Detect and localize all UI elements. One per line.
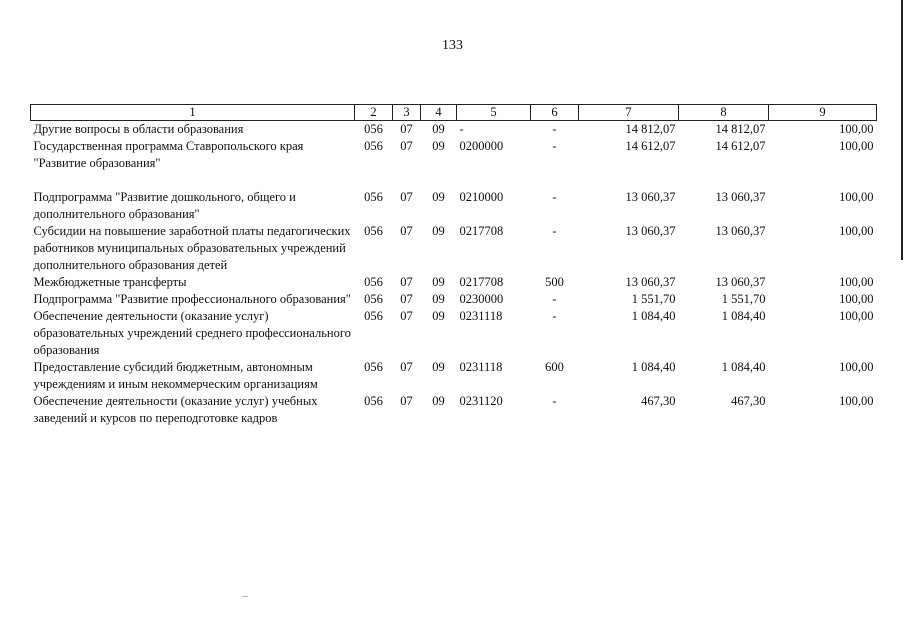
table-row (31, 138, 877, 189)
row-executed-amount: 14 612,07 (715, 139, 766, 153)
scan-artifact (242, 596, 248, 597)
row-execution-percent: 100,00 (839, 309, 874, 323)
table-row (31, 291, 877, 308)
row-planned-amount: 13 060,37 (625, 275, 676, 289)
row-execution-percent: 100,00 (839, 122, 874, 136)
row-expense-type: - (552, 292, 557, 306)
row-execution-percent: 100,00 (839, 275, 874, 289)
row-section: 07 (400, 394, 413, 408)
row-name: Обеспечение деятельности (оказание услуг) учебных заведений и курсов по переподготовке кадров (33, 394, 318, 425)
row-name: Подпрограмма "Развитие дошкольного, общего и дополнительного образования" (33, 190, 296, 221)
row-target-article: 0217708 (459, 275, 504, 289)
row-expense-type: - (552, 139, 557, 153)
row-execution-percent: 100,00 (839, 292, 874, 306)
row-target-article: 0230000 (459, 292, 504, 306)
row-subsection: 09 (432, 360, 445, 374)
table-header (31, 105, 877, 121)
row-section: 07 (400, 275, 413, 289)
row-target-article: 0217708 (459, 224, 504, 238)
row-ministry-code: 056 (364, 224, 383, 238)
row-planned-amount: 13 060,37 (625, 190, 676, 204)
row-expense-type: - (552, 394, 557, 408)
row-ministry-code: 056 (364, 122, 383, 136)
header-col-7: 7 (579, 105, 679, 121)
header-col-2: 2 (355, 105, 393, 121)
row-executed-amount: 1 551,70 (721, 292, 766, 306)
row-execution-percent: 100,00 (839, 190, 874, 204)
row-ministry-code: 056 (364, 139, 383, 153)
row-expense-type: - (552, 190, 557, 204)
row-ministry-code: 056 (364, 292, 383, 306)
row-expense-type: 500 (545, 275, 564, 289)
header-col-8: 8 (679, 105, 769, 121)
table-row (31, 359, 877, 393)
row-name: Предоставление субсидий бюджетным, автономным учреждениям и иным некоммерческим организациям (33, 360, 318, 391)
row-target-article: 0200000 (459, 139, 504, 153)
header-col-5: 5 (457, 105, 531, 121)
row-name: Обеспечение деятельности (оказание услуг) образовательных учреждений среднего профессионального образования (33, 309, 351, 357)
table-row (31, 189, 877, 223)
row-executed-amount: 467,30 (731, 394, 766, 408)
row-planned-amount: 1 084,40 (631, 360, 676, 374)
header-col-3: 3 (393, 105, 421, 121)
row-planned-amount: 14 612,07 (625, 139, 676, 153)
row-section: 07 (400, 224, 413, 238)
row-planned-amount: 467,30 (641, 394, 676, 408)
table-row (31, 308, 877, 359)
row-subsection: 09 (432, 139, 445, 153)
row-execution-percent: 100,00 (839, 394, 874, 408)
row-target-article: 0210000 (459, 190, 504, 204)
row-expense-type: - (552, 224, 557, 238)
row-execution-percent: 100,00 (839, 139, 874, 153)
row-name: Межбюджетные трансферты (33, 275, 187, 289)
row-expense-type: 600 (545, 360, 564, 374)
row-subsection: 09 (432, 190, 445, 204)
table-row (31, 121, 877, 139)
row-section: 07 (400, 360, 413, 374)
header-col-9: 9 (769, 105, 877, 121)
row-target-article: 0231118 (459, 309, 503, 323)
table-row (31, 274, 877, 291)
row-subsection: 09 (432, 122, 445, 136)
row-executed-amount: 1 084,40 (721, 360, 766, 374)
row-subsection: 09 (432, 394, 445, 408)
row-ministry-code: 056 (364, 360, 383, 374)
row-name: Субсидии на повышение заработной платы педагогических работников муниципальных образовательных учреждений дополнительного образования детей (33, 224, 351, 272)
header-col-6: 6 (531, 105, 579, 121)
row-target-article: - (459, 122, 464, 136)
row-ministry-code: 056 (364, 309, 383, 323)
row-execution-percent: 100,00 (839, 360, 874, 374)
row-planned-amount: 1 084,40 (631, 309, 676, 323)
header-col-4: 4 (421, 105, 457, 121)
row-execution-percent: 100,00 (839, 224, 874, 238)
row-target-article: 0231120 (459, 394, 503, 408)
row-planned-amount: 1 551,70 (631, 292, 676, 306)
row-section: 07 (400, 292, 413, 306)
row-executed-amount: 14 812,07 (715, 122, 766, 136)
table-row (31, 393, 877, 427)
row-executed-amount: 13 060,37 (715, 190, 766, 204)
row-section: 07 (400, 309, 413, 323)
row-executed-amount: 1 084,40 (721, 309, 766, 323)
row-executed-amount: 13 060,37 (715, 224, 766, 238)
row-subsection: 09 (432, 224, 445, 238)
row-ministry-code: 056 (364, 275, 383, 289)
row-subsection: 09 (432, 275, 445, 289)
row-ministry-code: 056 (364, 190, 383, 204)
row-subsection: 09 (432, 309, 445, 323)
row-planned-amount: 14 812,07 (625, 122, 676, 136)
row-target-article: 0231118 (459, 360, 503, 374)
row-name: Другие вопросы в области образования (33, 122, 244, 136)
table-row (31, 223, 877, 274)
row-expense-type: - (552, 309, 557, 323)
row-expense-type: - (552, 122, 557, 136)
row-section: 07 (400, 139, 413, 153)
header-col-1: 1 (31, 105, 355, 121)
row-section: 07 (400, 190, 413, 204)
row-name: Государственная программа Ставропольского края "Развитие образования" (33, 139, 304, 170)
row-section: 07 (400, 122, 413, 136)
row-name: Подпрограмма "Развитие профессионального образования" (33, 292, 351, 306)
row-subsection: 09 (432, 292, 445, 306)
row-executed-amount: 13 060,37 (715, 275, 766, 289)
row-ministry-code: 056 (364, 394, 383, 408)
budget-table (30, 104, 877, 427)
page-number: 133 (442, 38, 463, 53)
row-planned-amount: 13 060,37 (625, 224, 676, 238)
